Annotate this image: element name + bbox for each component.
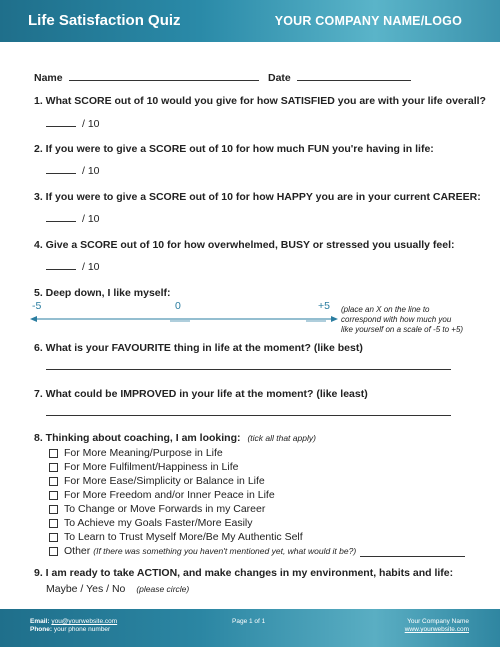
like-myself-scale[interactable] — [30, 300, 340, 330]
checkbox[interactable] — [49, 547, 58, 556]
score-suffix: / 10 — [82, 213, 100, 225]
scale-instructions — [341, 305, 463, 335]
coaching-option[interactable] — [49, 447, 223, 459]
email-link[interactable]: you@yourwebsite.com — [51, 618, 118, 625]
option-label: Other — [64, 545, 91, 557]
question-9-hint: (please circle) — [136, 584, 190, 594]
phone-number: your phone number — [53, 626, 111, 633]
date-label: Date — [268, 72, 291, 84]
scale-max-label: +5 — [318, 300, 330, 312]
date-field[interactable] — [297, 70, 411, 81]
scale-note-line: like yourself on a scale of -5 to +5) — [341, 325, 464, 334]
coaching-option[interactable] — [49, 489, 275, 501]
option-label: To Learn to Trust Myself More/Be My Authentic Self — [64, 531, 303, 543]
option-label: To Change or Move Forwards in my Career — [64, 503, 266, 515]
question-9-answers — [46, 583, 189, 595]
checkbox[interactable] — [49, 505, 58, 514]
checkbox[interactable] — [49, 477, 58, 486]
scale-note-line: correspond with how much you — [341, 315, 452, 324]
question-2-score — [46, 163, 100, 177]
email-label: Email: — [30, 618, 50, 625]
page-header — [0, 0, 500, 42]
company-logo-placeholder: YOUR COMPANY NAME/LOGO — [274, 14, 462, 28]
coaching-option[interactable] — [49, 503, 265, 515]
question-7-answer-line[interactable] — [46, 415, 451, 416]
option-label: For More Ease/Simplicity or Balance in Life — [64, 475, 265, 487]
date-row — [268, 70, 411, 84]
checkbox[interactable] — [49, 491, 58, 500]
scale-mid-label: 0 — [175, 300, 181, 312]
question-8 — [34, 432, 316, 444]
quiz-title: Life Satisfaction Quiz — [28, 12, 181, 29]
name-row — [34, 70, 259, 84]
question-1-score-field[interactable] — [46, 116, 76, 127]
question-3-score-field[interactable] — [46, 211, 76, 222]
scale-min-label: -5 — [32, 300, 42, 312]
score-suffix: / 10 — [82, 261, 100, 273]
checkbox[interactable] — [49, 449, 58, 458]
phone-label: Phone: — [30, 626, 53, 633]
scale-arrow-line — [30, 312, 340, 326]
checkbox[interactable] — [49, 533, 58, 542]
question-5: 5. Deep down, I like myself: — [34, 287, 171, 299]
other-field[interactable] — [360, 546, 465, 557]
coaching-option[interactable] — [49, 475, 265, 487]
coaching-option-other[interactable] — [49, 545, 465, 557]
question-4: 4. Give a SCORE out of 10 for how overwhelmed, BUSY or stressed you usually feel: — [34, 239, 455, 251]
question-4-score — [46, 259, 100, 273]
option-label: For More Freedom and/or Inner Peace in Life — [64, 489, 275, 501]
checkbox[interactable] — [49, 519, 58, 528]
question-1: 1. What SCORE out of 10 would you give for how SATISFIED you are with your life overall? — [34, 95, 486, 107]
coaching-option[interactable] — [49, 517, 252, 529]
coaching-option[interactable] — [49, 531, 303, 543]
question-3-score — [46, 211, 100, 225]
option-label: To Achieve my Goals Faster/More Easily — [64, 517, 253, 529]
footer-email — [30, 618, 117, 625]
footer-company: Your Company Name — [407, 618, 469, 625]
question-3: 3. If you were to give a SCORE out of 10 for how HAPPY you are in your current CAREER: — [34, 191, 481, 203]
option-label: For More Fulfilment/Happiness in Life — [64, 461, 239, 473]
page-footer — [0, 609, 500, 647]
score-suffix: / 10 — [82, 118, 100, 130]
checkbox[interactable] — [49, 463, 58, 472]
question-2-score-field[interactable] — [46, 163, 76, 174]
other-hint: (If there was something you haven't mentioned yet, what would it be?) — [93, 546, 357, 556]
question-8-text: 8. Thinking about coaching, I am looking: — [34, 432, 241, 444]
page-number: Page 1 of 1 — [232, 618, 266, 625]
question-9: 9. I am ready to take ACTION, and make changes in my environment, habits and life: — [34, 567, 454, 579]
coaching-option[interactable] — [49, 461, 239, 473]
action-choices[interactable]: Maybe / Yes / No — [46, 583, 126, 595]
option-label: For More Meaning/Purpose in Life — [64, 447, 223, 459]
question-2: 2. If you were to give a SCORE out of 10 for how much FUN you're having in life: — [34, 143, 434, 155]
name-field[interactable] — [69, 70, 259, 81]
scale-note-line: (place an X on the line to — [341, 305, 430, 314]
score-suffix: / 10 — [82, 165, 100, 177]
question-1-score — [46, 116, 100, 130]
question-6: 6. What is your FAVOURITE thing in life at the moment? (like best) — [34, 342, 363, 354]
name-label: Name — [34, 72, 63, 84]
website-link[interactable]: www.yourwebsite.com — [404, 626, 469, 633]
question-4-score-field[interactable] — [46, 259, 76, 270]
question-8-hint: (tick all that apply) — [247, 433, 316, 443]
question-7: 7. What could be IMPROVED in your life at the moment? (like least) — [34, 388, 368, 400]
question-6-answer-line[interactable] — [46, 369, 451, 370]
footer-phone — [30, 626, 110, 633]
